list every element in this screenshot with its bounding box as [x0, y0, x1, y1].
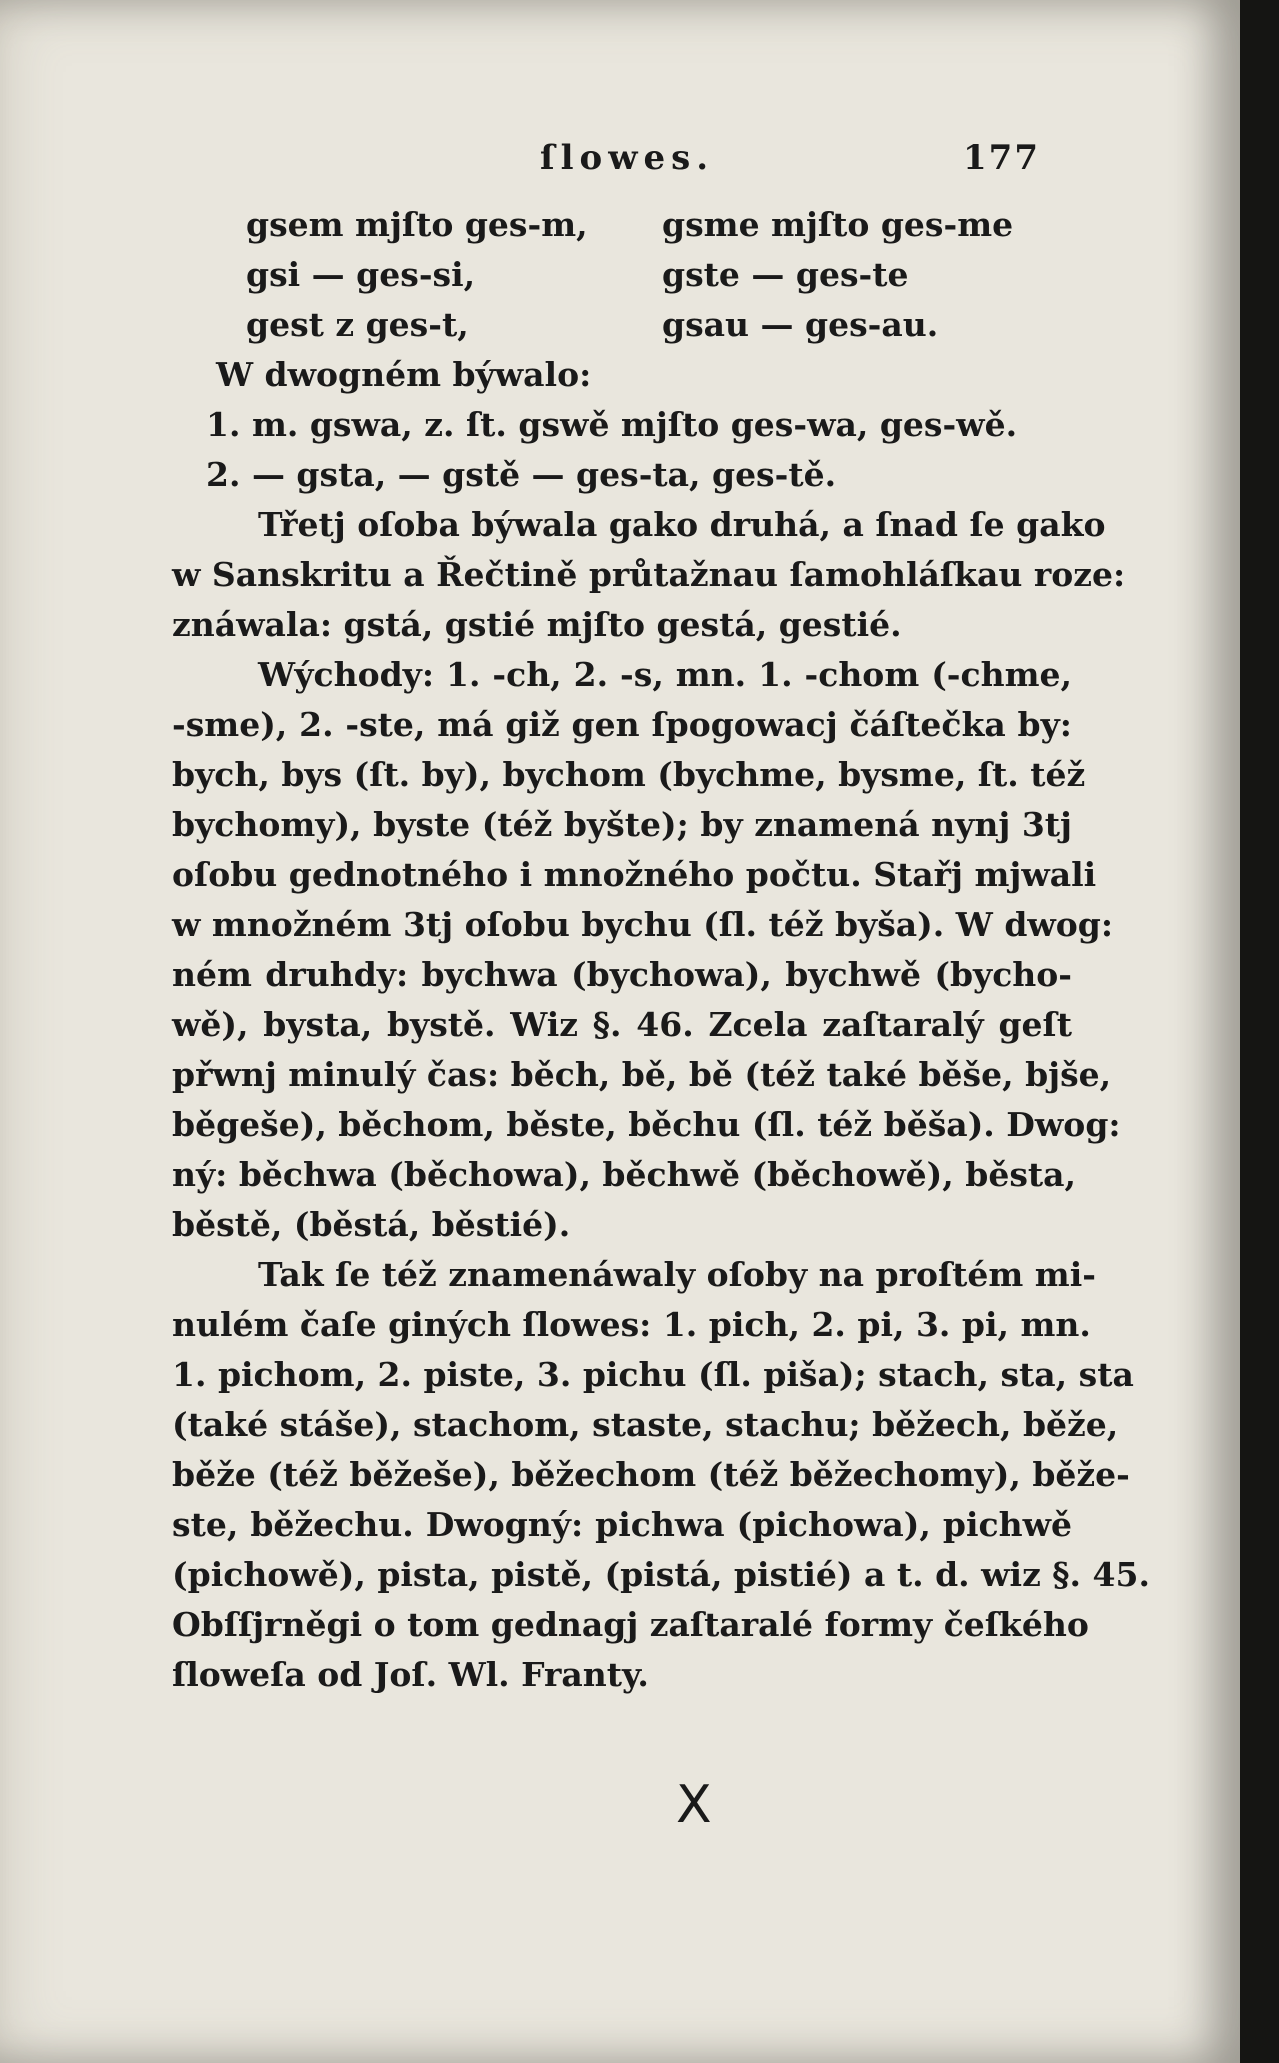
table-row — [246, 200, 1146, 250]
text-line: 2. — gsta, — gstě — ges-ta, ges-tě. — [206, 455, 837, 494]
text-line: bych, bys (ſt. by), bychom (bychme, bysme, ſt. též — [172, 755, 1086, 794]
text-line: Tak ſe též znamenáwaly oſoby na proſtém mi- — [258, 1255, 1096, 1294]
text-line: Wýchody: 1. -ch, 2. -s, mn. 1. -chom (-chme, — [258, 655, 1072, 694]
page-number: 177 — [963, 138, 1040, 178]
table-cell: gsau — ges-au. — [662, 305, 939, 344]
table-cell: gsem mjſto ges-m, — [246, 205, 588, 244]
text-line: ste, běžechu. Dwogný: pichwa (pichowa), pichwě — [172, 1505, 1072, 1544]
page-header — [540, 138, 1040, 182]
text-line: wě), bysta, bystě. Wiz §. 46. Zcela zaſtaralý geſt — [172, 1005, 1072, 1044]
text-line: běže (též běžeše), běžechom (též běžechomy), běže- — [172, 1455, 1130, 1494]
table-cell: gsi — ges-si, — [246, 255, 476, 294]
end-mark: X — [676, 1775, 712, 1835]
body-text — [172, 350, 1150, 1700]
text-line: (také stáše), stachom, staste, stachu; běžech, běže, — [172, 1405, 1119, 1444]
text-line: -sme), 2. -ste, má giž gen ſpogowacj čáſtečka by: — [172, 705, 1072, 744]
text-line: přwnj minulý čas: běch, bě, bě (též také běše, bjše, — [172, 1055, 1112, 1094]
text-line: 1. pichom, 2. piste, 3. pichu (ſl. piša); stach, sta, sta — [172, 1355, 1134, 1394]
running-title: ſlowes. — [540, 138, 715, 178]
text-line: 1. m. gswa, z. ſt. gswě mjſto ges-wa, ges-wě. — [206, 405, 1018, 444]
conjugation-table — [246, 200, 1146, 350]
text-line: běstě, (běstá, běstié). — [172, 1205, 571, 1244]
text-line: (pichowě), pista, pistě, (pistá, pistié) a t. d. wiz §. 45. — [172, 1555, 1150, 1594]
table-row — [246, 250, 1146, 300]
text-line: běgeše), běchom, běste, běchu (ſl. též běša). Dwog: — [172, 1105, 1121, 1144]
table-row — [246, 300, 1146, 350]
table-cell: gsme mjſto ges-me — [662, 205, 1014, 244]
text-line: ný: běchwa (běchowa), běchwě (běchowě), běsta, — [172, 1155, 1077, 1194]
text-line: W dwogném býwalo: — [216, 355, 592, 394]
text-line: w množném 3tj oſobu bychu (ſl. též byša). W dwog: — [172, 905, 1114, 944]
table-cell: gste — ges-te — [662, 255, 909, 294]
text-line: oſobu gednotného i množného počtu. Stařj mjwali — [172, 855, 1097, 894]
text-line: znáwala: gstá, gstié mjſto gestá, gestié. — [172, 605, 902, 644]
text-line: ném druhdy: bychwa (bychowa), bychwě (bycho- — [172, 955, 1072, 994]
text-line: w Sanskritu a Řečtině průtažnau ſamohláſkau roze: — [172, 555, 1126, 594]
text-line: ſloweſa od Joſ. Wl. Franty. — [172, 1655, 649, 1694]
table-cell: gest z ges-t, — [246, 305, 469, 344]
text-line: Třetj oſoba býwala gako druhá, a ſnad ſe gako — [258, 505, 1106, 544]
text-line: Obſſjrněgi o tom gednagj zaſtaralé formy čeſkého — [172, 1605, 1089, 1644]
text-line: bychomy), byste (též byšte); by znamená nynj 3tj — [172, 805, 1072, 844]
text-line: nulém čaſe giných ſlowes: 1. pich, 2. pi, 3. pi, mn. — [172, 1305, 1091, 1344]
